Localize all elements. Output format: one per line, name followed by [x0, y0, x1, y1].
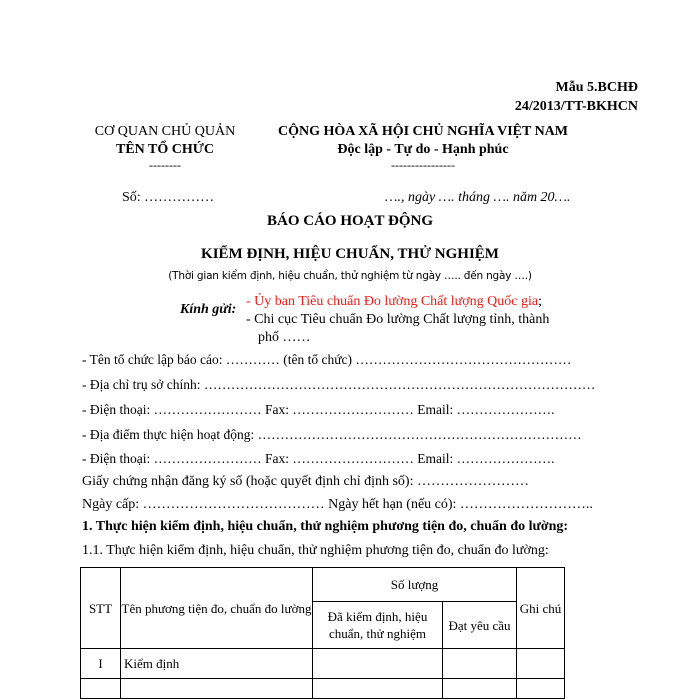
nation-name: CỘNG HÒA XÃ HỘI CHỦ NGHĨA VIỆT NAM	[277, 124, 568, 139]
report-table	[80, 567, 565, 699]
field-contact-2: - Điện thoại: …………………… Fax: ……………………… Email: ………………….	[82, 451, 555, 466]
field-address: - Địa chỉ trụ sở chính: ……………………………………………………………………………	[82, 377, 596, 392]
field-location: - Địa điểm thực hiện hoạt động: ………………………………………………………………	[82, 427, 582, 442]
row-note	[517, 649, 565, 679]
table-row	[81, 649, 565, 679]
organization-header	[80, 123, 250, 171]
organization-name: TÊN TỔ CHỨC	[115, 142, 214, 157]
organization-divider: --------	[149, 158, 181, 172]
recipient-separator: ;	[538, 294, 542, 309]
table-header-row	[81, 568, 565, 602]
document-number: Số: ……………	[122, 190, 215, 205]
field-issue-date: Ngày cấp: ………………………………… Ngày hết hạn (nếu có): ………………………..	[82, 497, 593, 512]
row-done	[313, 679, 443, 699]
recipient-label: Kính gửi:	[180, 302, 237, 317]
report-title: BÁO CÁO HOẠT ĐỘNG	[267, 213, 433, 229]
row-stt	[81, 679, 121, 699]
document-date: …., ngày …. tháng …. năm 20….	[385, 190, 571, 205]
form-code-line-2: 24/2013/TT-BKHCN	[514, 99, 638, 114]
header-name: Tên phương tiện đo, chuẩn đo lường	[121, 568, 313, 649]
row-stt: I	[81, 649, 121, 679]
section-1-1-heading: 1.1. Thực hiện kiểm định, hiệu chuẩn, thử nghiệm phương tiện đo, chuẩn đo lường:	[82, 543, 549, 558]
row-passed	[443, 679, 517, 699]
nation-divider: ----------------	[391, 158, 455, 172]
recipient-national-committee-text: - Ủy ban Tiêu chuẩn Đo lường Chất lượng Quốc gia	[246, 294, 539, 309]
row-name	[121, 679, 313, 699]
section-1-heading: 1. Thực hiện kiểm định, hiệu chuẩn, thử nghiệm phương tiện đo, chuẩn đo lường:	[82, 519, 569, 534]
row-passed	[443, 649, 517, 679]
field-contact-1: - Điện thoại: …………………… Fax: ……………………… Email: ………………….	[82, 402, 555, 417]
row-done	[313, 649, 443, 679]
recipient-national-committee	[246, 294, 542, 310]
header-stt: STT	[81, 568, 121, 649]
row-note	[517, 679, 565, 699]
header-quantity: Số lượng	[313, 568, 517, 602]
parent-agency: CƠ QUAN CHỦ QUẢN	[94, 124, 236, 139]
recipient-provincial-office-cont: phố ……	[258, 330, 311, 345]
table-row	[81, 679, 565, 699]
field-certificate: Giấy chứng nhận đăng ký số (hoặc quyết định chỉ định số): ……………………	[82, 474, 529, 489]
header-done: Đã kiểm định, hiệu chuẩn, thử nghiệm	[313, 602, 443, 649]
form-code-line-1: Mẫu 5.BCHĐ	[555, 80, 638, 95]
nation-motto: Độc lập - Tự do - Hạnh phúc	[337, 142, 509, 157]
row-name: Kiểm định	[121, 649, 313, 679]
field-org-name: - Tên tổ chức lập báo cáo: ………… (tên tổ chức) …………………………………………	[82, 352, 572, 367]
national-header	[258, 123, 588, 171]
header-passed: Đạt yêu cầu	[443, 602, 517, 649]
header-note: Ghi chú	[517, 568, 565, 649]
report-subtitle: KIỂM ĐỊNH, HIỆU CHUẨN, THỬ NGHIỆM	[201, 246, 499, 262]
report-period-note: (Thời gian kiểm định, hiệu chuẩn, thử nghiệm từ ngày ….. đến ngày ….)	[168, 270, 532, 282]
recipient-provincial-office: - Chi cục Tiêu chuẩn Đo lường Chất lượng tỉnh, thành	[246, 312, 550, 327]
